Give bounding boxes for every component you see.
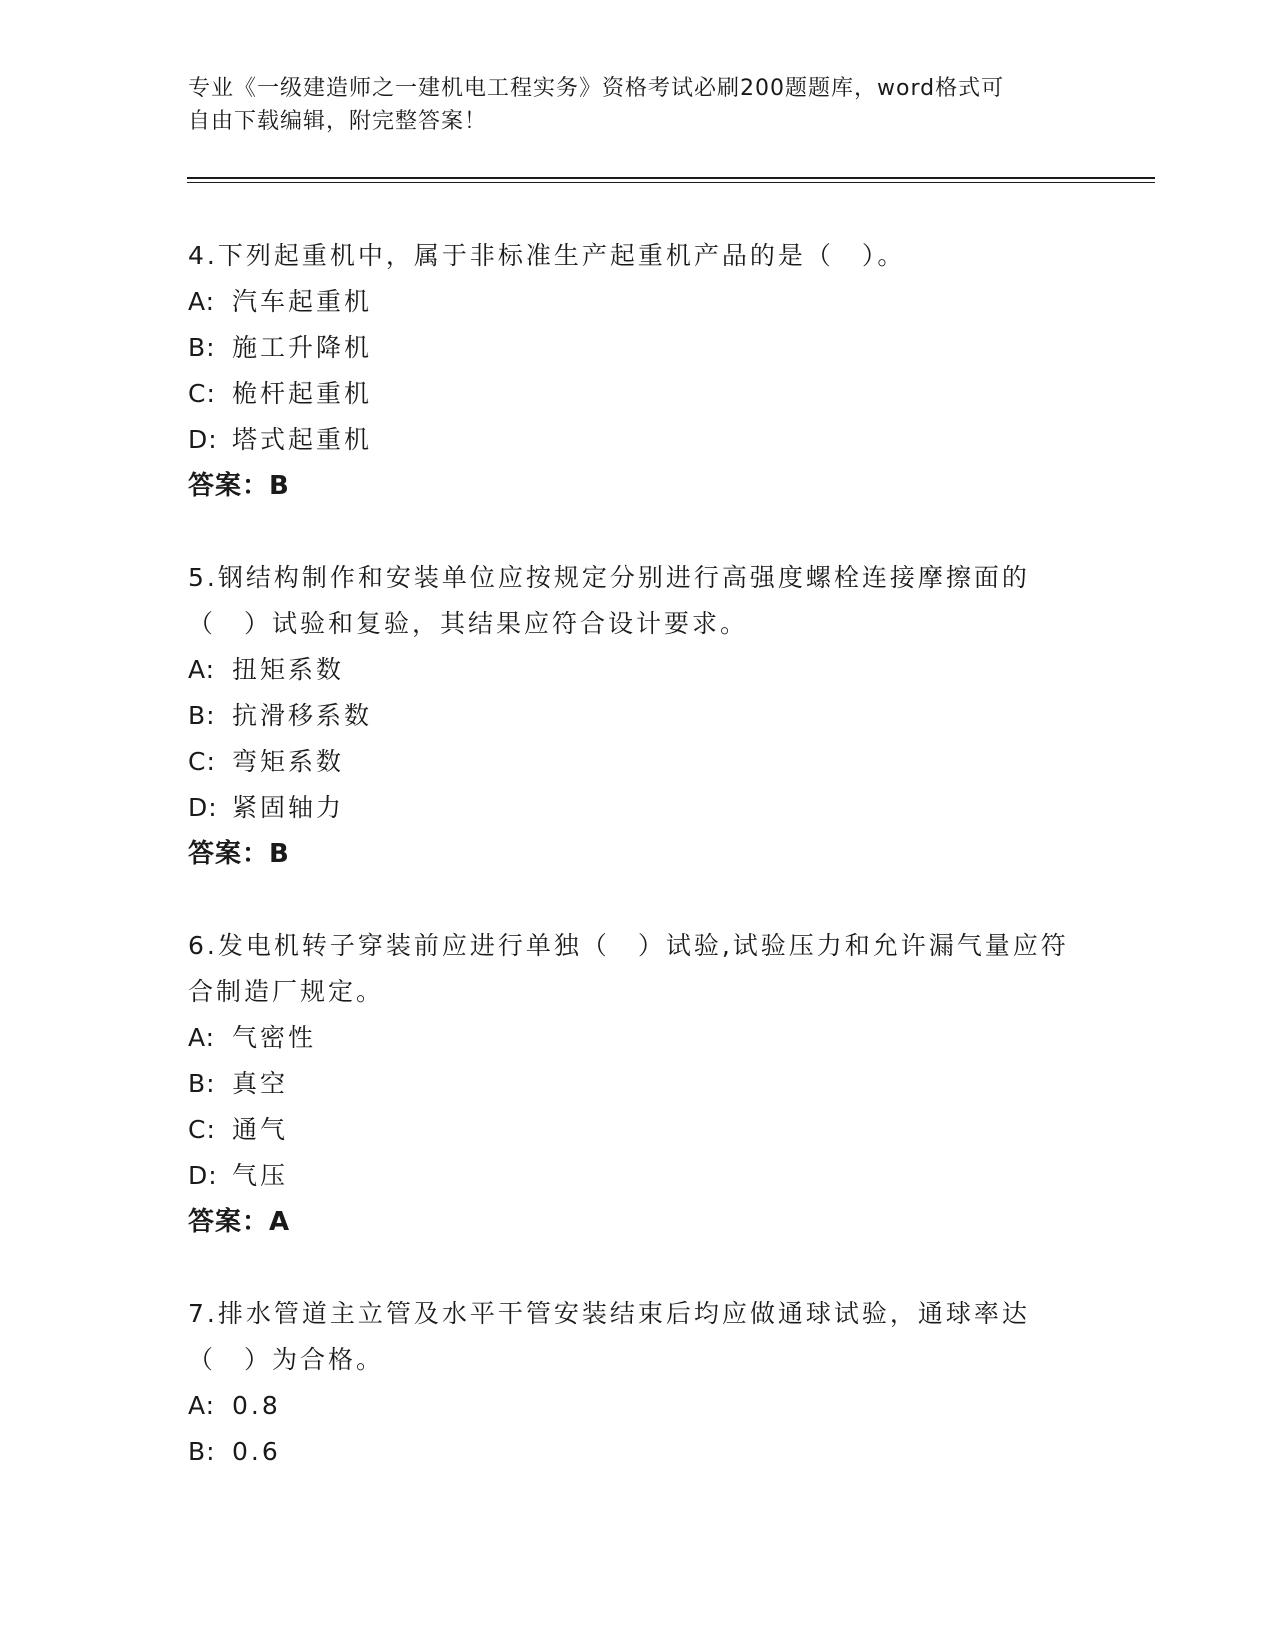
question-7 bbox=[188, 1291, 1088, 1475]
header-line-1: 专业《一级建造师之一建机电工程实务》资格考试必刷200题题库，word格式可 bbox=[188, 76, 1005, 101]
option-letter: D: bbox=[188, 793, 218, 822]
option-a bbox=[188, 1383, 1088, 1429]
header-divider-thin bbox=[187, 182, 1155, 183]
option-letter: A: bbox=[188, 287, 216, 316]
option-text: 抗滑移系数 bbox=[232, 701, 373, 730]
option-text: 气压 bbox=[232, 1161, 289, 1190]
question-text: 5.钢结构制作和安装单位应按规定分别进行高强度螺栓连接摩擦面的（ ）试验和复验，其结果应符合设计要求。 bbox=[188, 563, 1030, 638]
option-letter: C: bbox=[188, 1115, 216, 1144]
header-line-2: 自由下载编辑，附完整答案！ bbox=[188, 109, 488, 134]
option-b bbox=[188, 1061, 1088, 1107]
option-a bbox=[188, 647, 1088, 693]
option-letter: B: bbox=[188, 701, 216, 730]
option-letter: D: bbox=[188, 425, 218, 454]
option-text: 施工升降机 bbox=[232, 333, 373, 362]
option-text: 塔式起重机 bbox=[232, 425, 373, 454]
question-4 bbox=[188, 233, 1088, 509]
header-divider-thick bbox=[187, 177, 1155, 179]
option-text: 气密性 bbox=[232, 1023, 317, 1052]
option-letter: B: bbox=[188, 333, 216, 362]
option-text: 汽车起重机 bbox=[232, 287, 373, 316]
option-text: 弯矩系数 bbox=[232, 747, 345, 776]
question-6 bbox=[188, 923, 1088, 1245]
answer-line: 答案：B bbox=[188, 471, 290, 501]
option-b bbox=[188, 693, 1088, 739]
question-list bbox=[188, 233, 1088, 1521]
option-text: 桅杆起重机 bbox=[232, 379, 373, 408]
option-letter: A: bbox=[188, 1391, 216, 1420]
option-letter: B: bbox=[188, 1069, 216, 1098]
option-letter: A: bbox=[188, 1023, 216, 1052]
option-b bbox=[188, 325, 1088, 371]
option-letter: C: bbox=[188, 747, 216, 776]
option-letter: A: bbox=[188, 655, 216, 684]
question-text: 6.发电机转子穿装前应进行单独（ ）试验,试验压力和允许漏气量应符合制造厂规定。 bbox=[188, 931, 1069, 1006]
question-5 bbox=[188, 555, 1088, 877]
option-a bbox=[188, 1015, 1088, 1061]
option-d bbox=[188, 1153, 1088, 1199]
answer-line: 答案：B bbox=[188, 839, 290, 869]
option-text: 0.6 bbox=[232, 1437, 281, 1466]
option-d bbox=[188, 785, 1088, 831]
option-d bbox=[188, 417, 1088, 463]
option-text: 扭矩系数 bbox=[232, 655, 345, 684]
question-text: 7.排水管道主立管及水平干管安装结束后均应做通球试验，通球率达（ ）为合格。 bbox=[188, 1299, 1030, 1374]
question-text: 4.下列起重机中，属于非标准生产起重机产品的是（ ）。 bbox=[188, 241, 906, 270]
option-text: 真空 bbox=[232, 1069, 289, 1098]
option-letter: B: bbox=[188, 1437, 216, 1466]
option-c bbox=[188, 739, 1088, 785]
option-text: 0.8 bbox=[232, 1391, 281, 1420]
option-letter: D: bbox=[188, 1161, 218, 1190]
option-c bbox=[188, 1107, 1088, 1153]
option-text: 通气 bbox=[232, 1115, 289, 1144]
option-text: 紧固轴力 bbox=[232, 793, 345, 822]
option-letter: C: bbox=[188, 379, 216, 408]
option-c bbox=[188, 371, 1088, 417]
option-a bbox=[188, 279, 1088, 325]
document-header bbox=[188, 72, 1088, 138]
answer-line: 答案：A bbox=[188, 1207, 291, 1237]
option-b bbox=[188, 1429, 1088, 1475]
